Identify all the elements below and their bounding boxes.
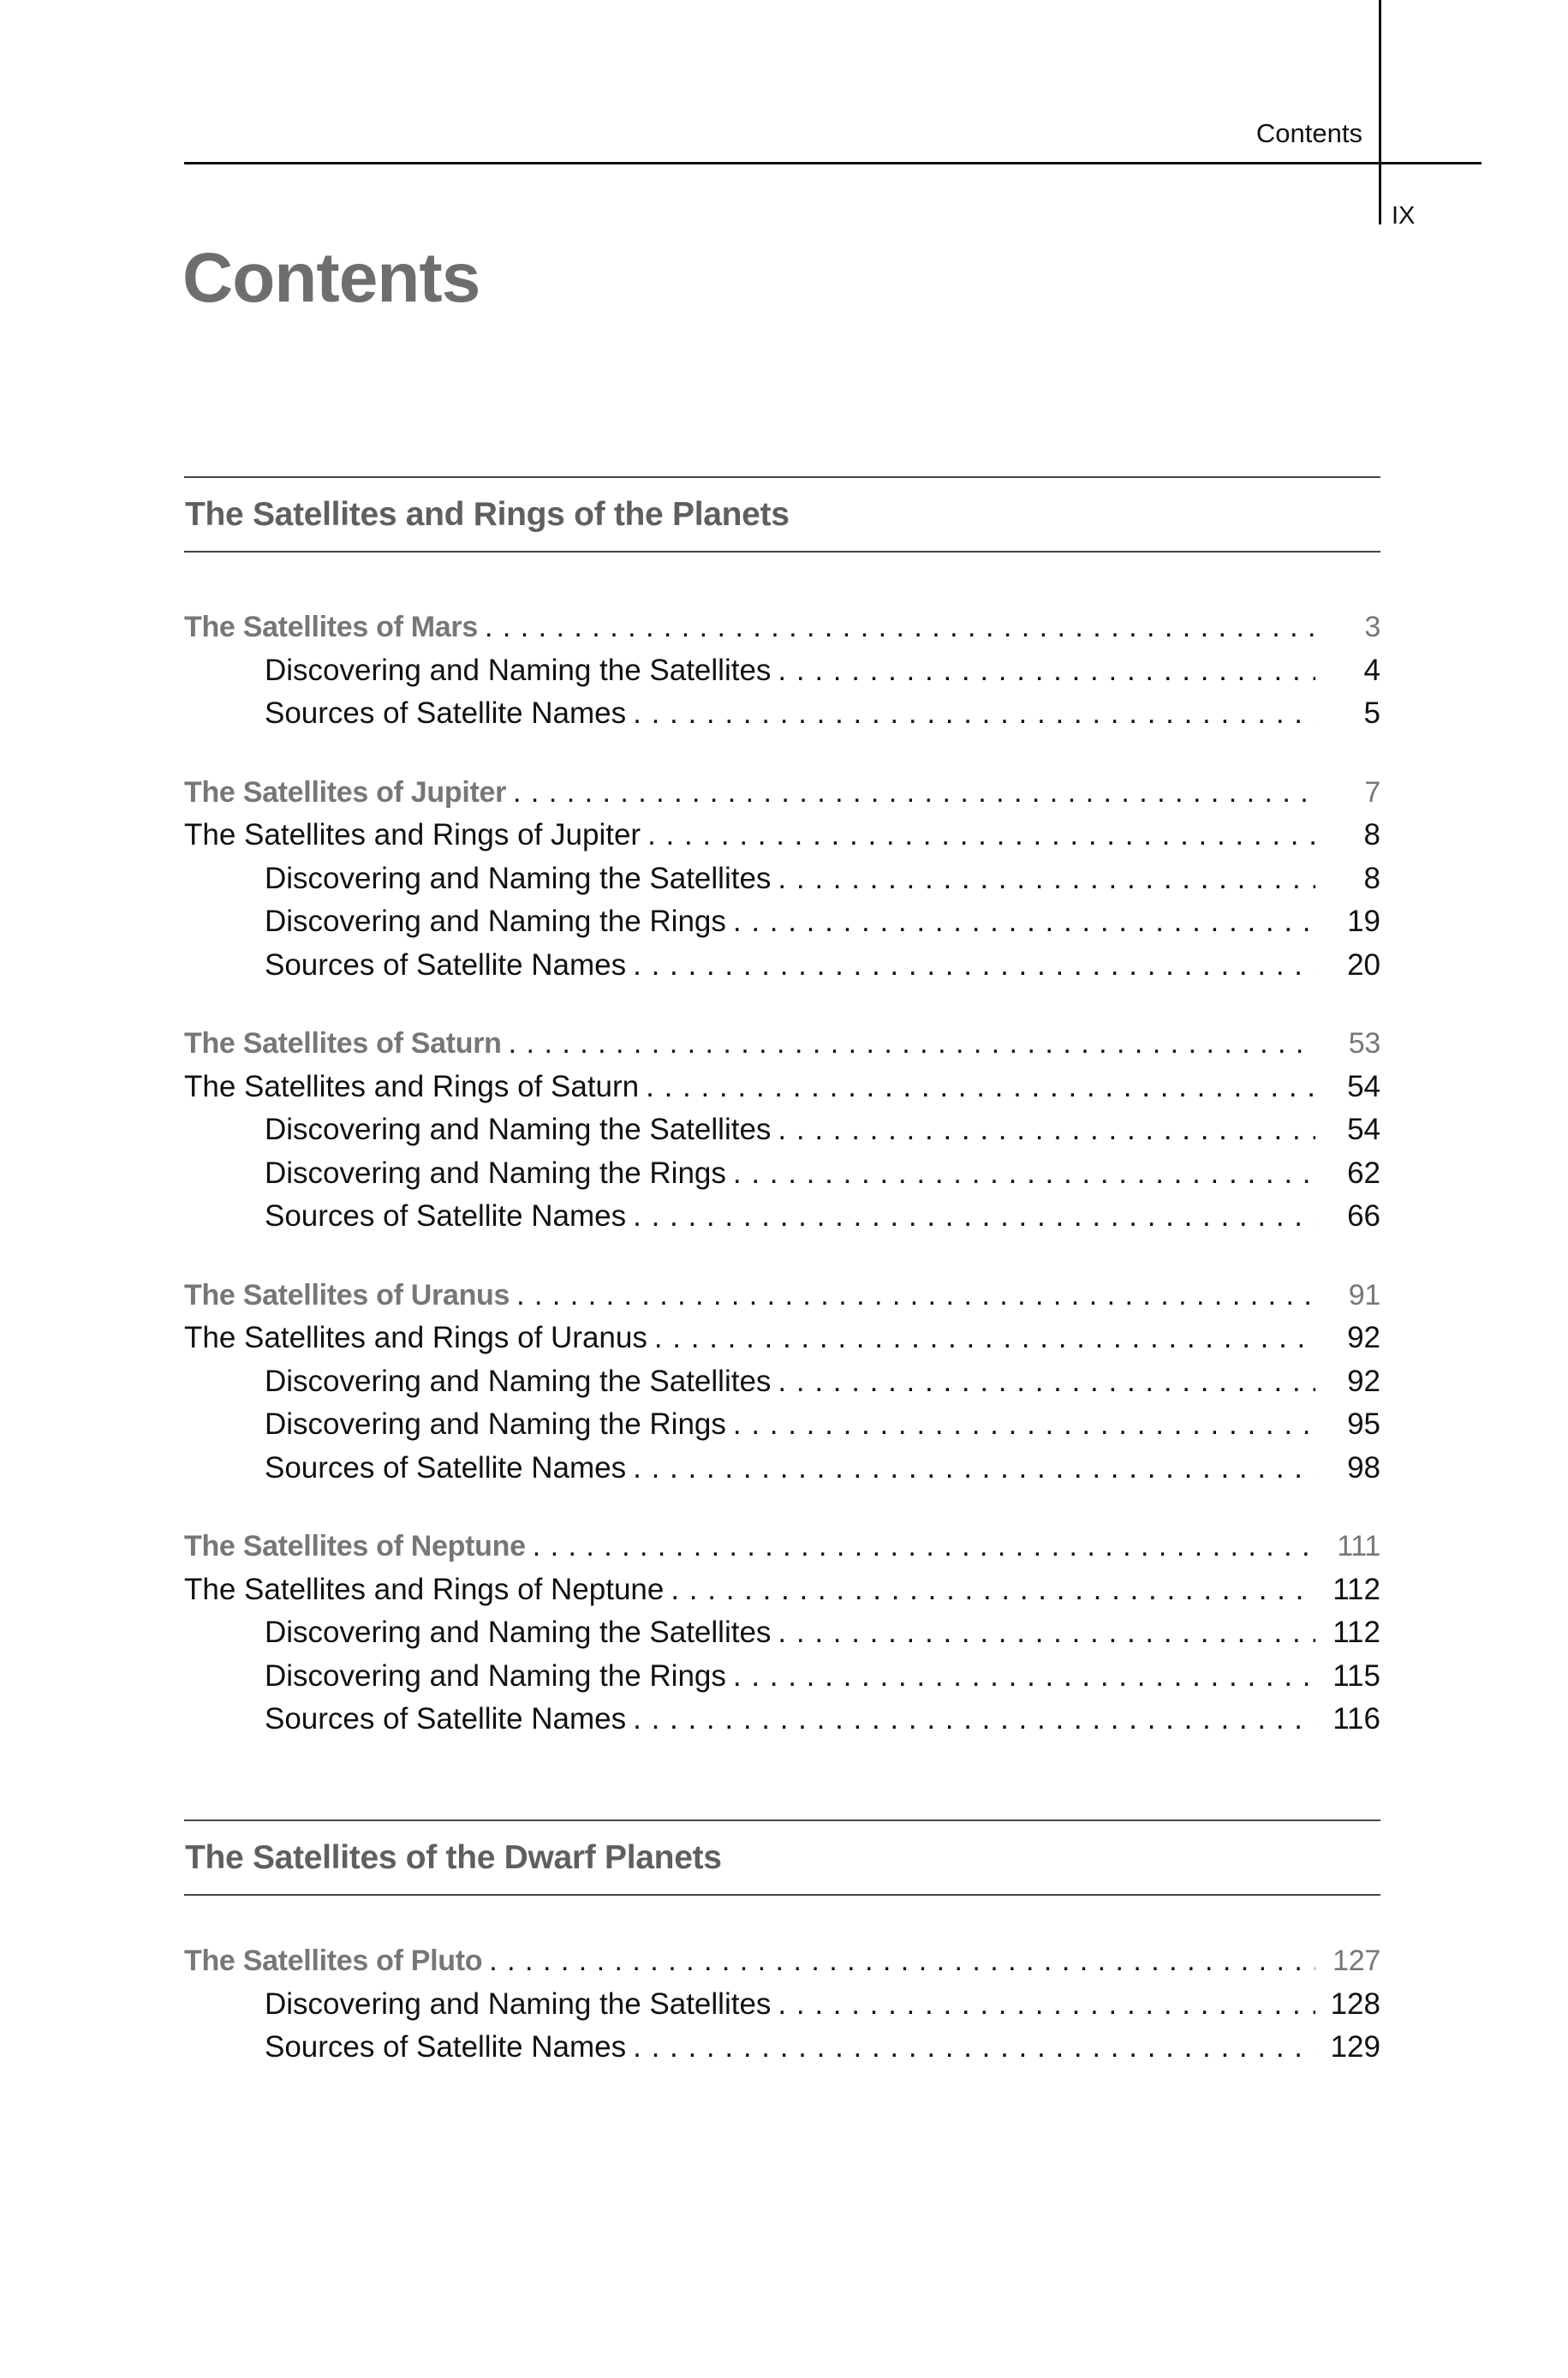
toc-entry-title: The Satellites of Saturn <box>184 1027 502 1060</box>
toc-entry-page: 112 <box>1333 1616 1380 1649</box>
leader-dots <box>778 649 1315 693</box>
toc-entry-title: Discovering and Naming the Rings <box>265 1658 726 1693</box>
toc-entry-title: The Satellites and Rings of Uranus <box>184 1321 647 1354</box>
toc-entry-page: 8 <box>1363 861 1380 895</box>
toc-entry-page: 62 <box>1347 1156 1380 1190</box>
toc-entry-title: Discovering and Naming the Satellites <box>265 1987 772 2021</box>
toc-entry[interactable] <box>184 900 1380 944</box>
toc-entry-title: Sources of Satellite Names <box>265 947 627 982</box>
leader-dots <box>778 1983 1315 2027</box>
toc-entry-title: Sources of Satellite Names <box>265 1199 627 1233</box>
toc-entry-page: 4 <box>1363 653 1380 687</box>
toc-entry-page: 8 <box>1363 818 1380 851</box>
part-rule-bottom <box>184 551 1380 553</box>
leader-dots <box>778 1611 1315 1655</box>
toc-entry-title: The Satellites and Rings of Jupiter <box>184 818 641 851</box>
toc-entry-page: 66 <box>1347 1199 1380 1233</box>
toc-entry-title: Sources of Satellite Names <box>265 2030 627 2064</box>
toc-entry-title: Discovering and Naming the Satellites <box>265 1616 772 1649</box>
page-number: IX <box>1392 202 1416 230</box>
toc-entry-title: Sources of Satellite Names <box>265 1450 627 1485</box>
toc-entry[interactable] <box>184 1568 1380 1612</box>
leader-dots <box>489 1939 1315 1983</box>
leader-dots <box>671 1568 1315 1612</box>
toc-entry[interactable] <box>184 1108 1380 1152</box>
toc-entry-page: 116 <box>1333 1702 1380 1736</box>
group-gap <box>184 987 1380 1022</box>
part-header <box>184 476 1380 553</box>
leader-dots <box>733 900 1315 944</box>
leader-dots <box>533 1525 1315 1568</box>
toc-entry-page: 127 <box>1333 1945 1380 1977</box>
toc-entry-title: Discovering and Naming the Rings <box>265 1407 726 1441</box>
toc-entry-title: Discovering and Naming the Rings <box>265 905 726 938</box>
toc-entry-page: 128 <box>1330 1987 1380 2021</box>
leader-dots <box>633 944 1315 988</box>
toc-entry-title: The Satellites and Rings of Saturn <box>184 1069 640 1103</box>
toc-entry-title: The Satellites and Rings of Neptune <box>184 1572 665 1606</box>
toc-entry-page: 53 <box>1348 1027 1380 1060</box>
toc-entry[interactable] <box>184 1195 1380 1239</box>
leader-dots <box>516 1274 1315 1317</box>
part-title: The Satellites and Rings of the Planets <box>185 496 790 533</box>
toc-entry-title: The Satellites of Neptune <box>184 1530 526 1562</box>
toc-entry[interactable] <box>184 1152 1380 1196</box>
toc-entry[interactable] <box>184 1611 1380 1655</box>
toc-entry-page: 92 <box>1347 1364 1380 1398</box>
leader-dots <box>513 771 1315 815</box>
toc-chapter[interactable] <box>184 1525 1380 1568</box>
toc-entry[interactable] <box>184 1066 1380 1109</box>
toc-entry[interactable] <box>184 1698 1380 1742</box>
leader-dots <box>778 1108 1315 1152</box>
group-gap <box>184 1239 1380 1274</box>
toc-entry-page: 7 <box>1364 775 1380 809</box>
toc-entry-title: The Satellites of Uranus <box>184 1278 510 1311</box>
leader-dots <box>633 2026 1315 2070</box>
toc-entry-title: Discovering and Naming the Satellites <box>265 861 772 895</box>
leader-dots <box>509 1022 1315 1066</box>
toc-entry[interactable] <box>184 1317 1380 1360</box>
toc-entry[interactable] <box>184 1360 1380 1404</box>
toc-list <box>184 606 1380 1742</box>
toc-entry-title: Sources of Satellite Names <box>265 1702 627 1736</box>
toc-entry[interactable] <box>184 814 1380 857</box>
toc-entry-page: 129 <box>1330 2030 1380 2064</box>
toc-entry-title: Sources of Satellite Names <box>265 696 627 730</box>
toc-entry-page: 3 <box>1364 611 1380 643</box>
toc-entry-page: 54 <box>1347 1069 1380 1103</box>
toc-entry-title: Discovering and Naming the Satellites <box>265 653 772 687</box>
toc-entry[interactable] <box>184 857 1380 901</box>
toc-entry-title: The Satellites of Mars <box>184 611 478 643</box>
toc-entry-page: 91 <box>1348 1278 1380 1311</box>
toc-chapter[interactable] <box>184 771 1380 815</box>
toc-list <box>184 1939 1380 2070</box>
toc-entry[interactable] <box>184 692 1380 736</box>
header-vertical-rule <box>1379 0 1381 224</box>
page-title: Contents <box>182 239 480 317</box>
toc-entry-title: The Satellites of Jupiter <box>184 775 507 809</box>
toc-entry-page: 54 <box>1347 1113 1380 1146</box>
leader-dots <box>633 692 1315 736</box>
toc-entry[interactable] <box>184 649 1380 693</box>
header-horizontal-rule <box>184 162 1482 164</box>
toc-entry[interactable] <box>184 1655 1380 1699</box>
leader-dots <box>633 1447 1315 1491</box>
leader-dots <box>485 606 1315 649</box>
toc-chapter[interactable] <box>184 606 1380 649</box>
toc-entry-page: 115 <box>1333 1658 1380 1693</box>
leader-dots <box>647 814 1315 857</box>
toc-entry[interactable] <box>184 1447 1380 1491</box>
leader-dots <box>733 1403 1315 1447</box>
leader-dots <box>633 1698 1315 1742</box>
part-title: The Satellites of the Dwarf Planets <box>185 1839 722 1876</box>
toc-entry-page: 92 <box>1347 1321 1380 1354</box>
toc-entry-title: Discovering and Naming the Rings <box>265 1156 726 1190</box>
toc-entry-page: 95 <box>1347 1407 1380 1441</box>
leader-dots <box>733 1655 1315 1699</box>
toc-entry-page: 19 <box>1347 905 1380 938</box>
toc-entry[interactable] <box>184 944 1380 988</box>
toc-entry[interactable] <box>184 1983 1380 2027</box>
leader-dots <box>654 1317 1315 1360</box>
leader-dots <box>646 1066 1315 1109</box>
toc-entry-title: Discovering and Naming the Satellites <box>265 1364 772 1398</box>
leader-dots <box>778 857 1315 901</box>
toc-entry-page: 98 <box>1347 1450 1380 1485</box>
toc-entry-page: 5 <box>1363 696 1380 730</box>
toc-entry-page: 111 <box>1337 1530 1380 1562</box>
part-rule-bottom <box>184 1894 1380 1896</box>
toc-chapter[interactable] <box>184 1939 1380 1983</box>
toc-entry-title: Discovering and Naming the Satellites <box>265 1113 772 1146</box>
group-gap <box>184 1490 1380 1525</box>
part-header <box>184 1819 1380 1896</box>
running-head: Contents <box>1255 118 1362 148</box>
toc-entry-title: The Satellites of Pluto <box>184 1945 483 1977</box>
leader-dots <box>778 1360 1315 1404</box>
toc-entry-page: 112 <box>1333 1572 1380 1606</box>
toc-chapter[interactable] <box>184 1022 1380 1066</box>
leader-dots <box>633 1195 1315 1239</box>
toc-entry[interactable] <box>184 2026 1380 2070</box>
group-gap <box>184 736 1380 771</box>
toc-entry[interactable] <box>184 1403 1380 1447</box>
leader-dots <box>733 1152 1315 1196</box>
toc-chapter[interactable] <box>184 1274 1380 1317</box>
toc-entry-page: 20 <box>1347 947 1380 982</box>
